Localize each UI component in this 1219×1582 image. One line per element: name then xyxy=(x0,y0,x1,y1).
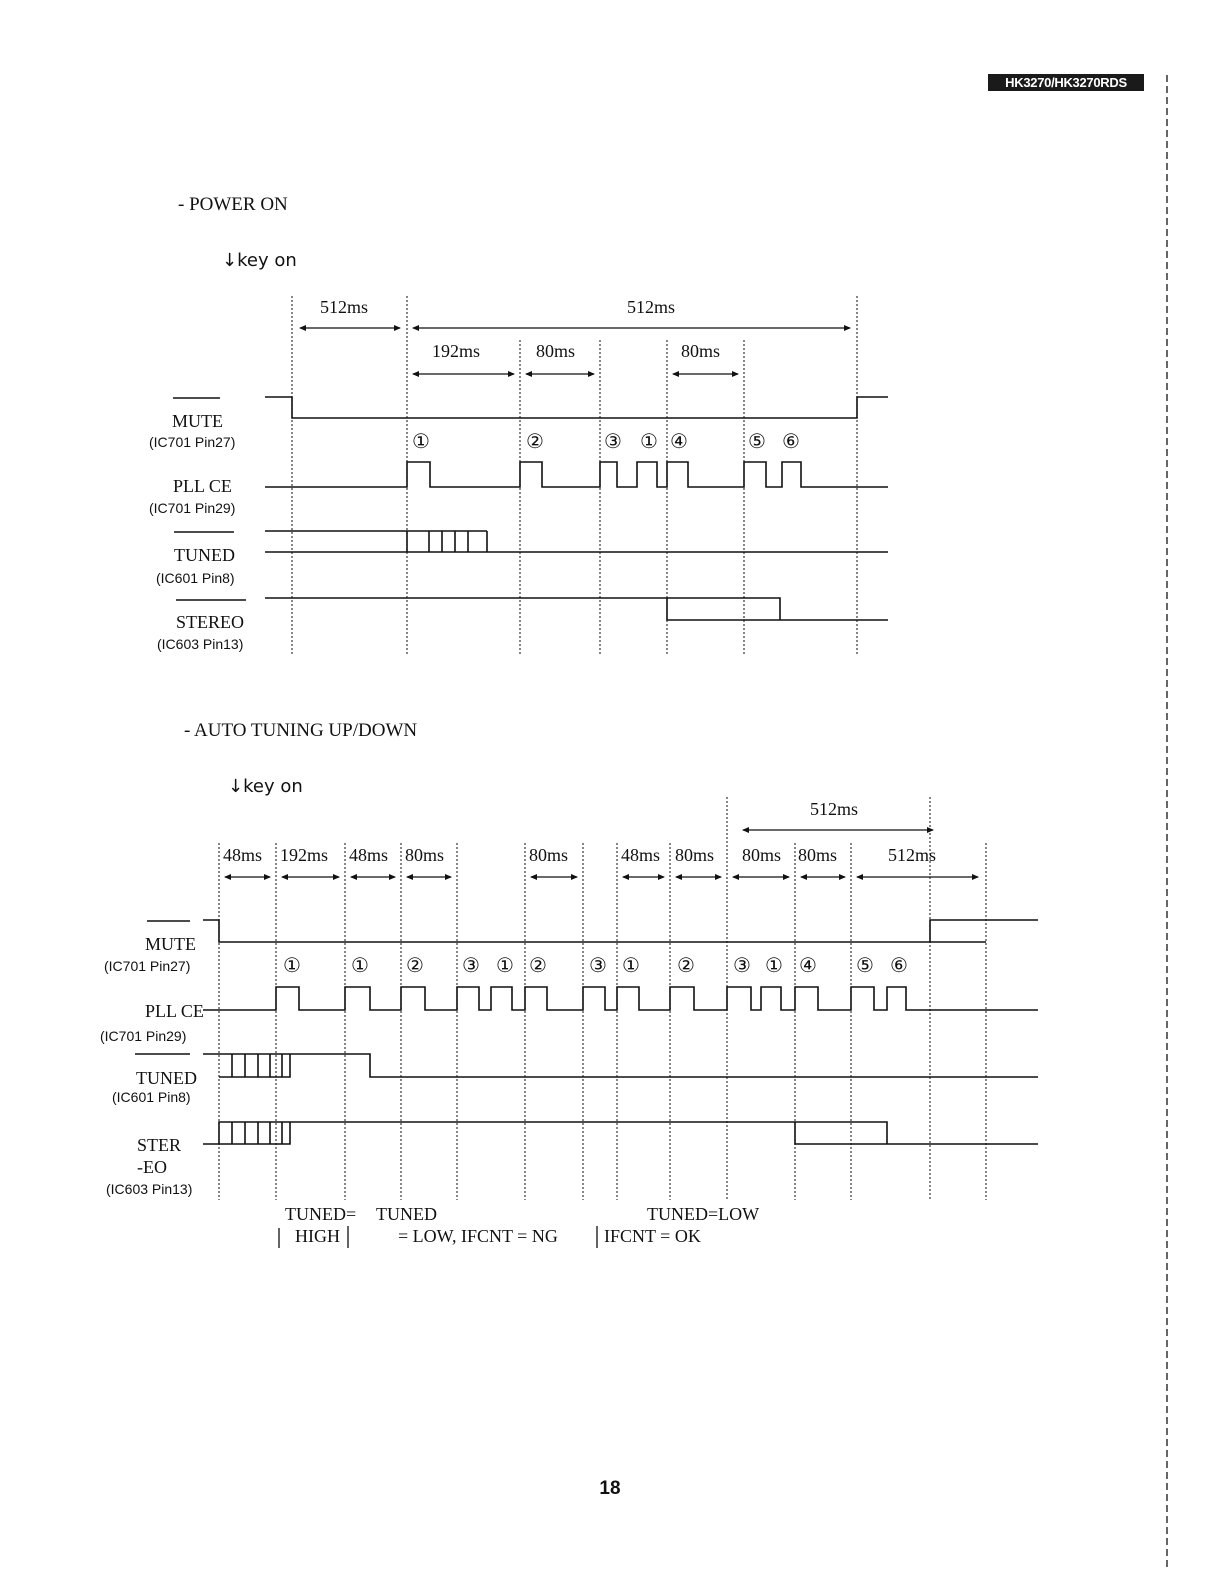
duration-label: 80ms xyxy=(675,845,715,865)
duration-label: 80ms xyxy=(536,341,576,361)
pll-ce-pin-label: (IC701 Pin29) xyxy=(149,500,236,516)
duration-label: 48ms xyxy=(349,845,389,865)
pulse-marker: ③ xyxy=(462,953,480,977)
duration-arrow xyxy=(622,874,665,880)
pulse-marker: ① xyxy=(765,953,783,977)
pulse-marker: ④ xyxy=(670,429,688,453)
tuned-pin-label: (IC601 Pin8) xyxy=(156,570,235,586)
pulse-marker: ① xyxy=(283,953,301,977)
pulse-marker: ② xyxy=(529,953,547,977)
pll-ce-pin-label: (IC701 Pin29) xyxy=(100,1028,187,1044)
duration-label: 512ms xyxy=(810,799,859,819)
pll-ce-waveform xyxy=(203,987,1038,1010)
stereo-pin-label: (IC603 Pin13) xyxy=(157,636,244,652)
model-badge: HK3270/HK3270RDS xyxy=(988,74,1144,91)
duration-label: 48ms xyxy=(621,845,661,865)
duration-arrow xyxy=(281,874,340,880)
condition-note: TUNED= xyxy=(285,1204,357,1224)
stereo-pin-label: (IC603 Pin13) xyxy=(106,1181,193,1197)
duration-arrow xyxy=(224,874,271,880)
duration-arrow xyxy=(350,874,396,880)
mute-waveform xyxy=(203,920,1038,942)
pulse-marker: ⑤ xyxy=(856,953,874,977)
condition-note: TUNED xyxy=(376,1204,437,1224)
mute-signal-name: MUTE xyxy=(172,411,223,431)
mute-pin-label: (IC701 Pin27) xyxy=(104,958,191,974)
auto-tuning-key-on-label: ↓key on xyxy=(228,776,303,797)
pulse-marker: ④ xyxy=(799,953,817,977)
duration-label: 512ms xyxy=(320,297,369,317)
pulse-marker: ③ xyxy=(604,429,622,453)
mute-signal-name: MUTE xyxy=(145,934,196,954)
pulse-marker: ① xyxy=(351,953,369,977)
condition-note: IFCNT = OK xyxy=(604,1226,701,1246)
stereo-signal-name: STEREO xyxy=(176,612,245,632)
pll-ce-signal-name: PLL CE xyxy=(173,476,232,496)
duration-label: 80ms xyxy=(405,845,445,865)
duration-label: 80ms xyxy=(742,845,782,865)
pulse-marker: ⑥ xyxy=(890,953,908,977)
page-edge-scan-artifact xyxy=(1166,75,1168,1570)
stereo-signal-name-line2: -EO xyxy=(137,1157,167,1177)
pulse-marker: ① xyxy=(412,429,430,453)
duration-label: 80ms xyxy=(529,845,569,865)
duration-arrow xyxy=(530,874,578,880)
pulse-marker: ① xyxy=(622,953,640,977)
tuned-signal-name: TUNED xyxy=(136,1068,197,1088)
pulse-marker: ③ xyxy=(733,953,751,977)
duration-label: 192ms xyxy=(432,341,481,361)
tuned-pin-label: (IC601 Pin8) xyxy=(112,1089,191,1105)
duration-arrow xyxy=(406,874,452,880)
power-on-title: - POWER ON xyxy=(178,194,288,215)
condition-note: HIGH xyxy=(295,1226,340,1246)
pulse-marker: ⑥ xyxy=(782,429,800,453)
duration-label: 512ms xyxy=(627,297,676,317)
pulse-marker: ① xyxy=(640,429,658,453)
power-on-key-on-label: ↓key on xyxy=(222,250,297,271)
duration-arrow xyxy=(732,874,790,880)
condition-note: = LOW, IFCNT = NG xyxy=(398,1226,558,1246)
tuned-signal-name: TUNED xyxy=(174,545,235,565)
page-number: 18 xyxy=(599,1478,621,1499)
duration-label: 48ms xyxy=(223,845,263,865)
duration-label: 192ms xyxy=(280,845,329,865)
pulse-marker: ③ xyxy=(589,953,607,977)
condition-note: TUNED=LOW xyxy=(647,1204,760,1224)
duration-label: 80ms xyxy=(681,341,721,361)
mute-pin-label: (IC701 Pin27) xyxy=(149,434,236,450)
pll-ce-signal-name: PLL CE xyxy=(145,1001,204,1021)
duration-label: 80ms xyxy=(798,845,838,865)
pulse-marker: ② xyxy=(406,953,424,977)
duration-arrow xyxy=(742,827,934,833)
tuned-waveform xyxy=(203,1054,1038,1077)
duration-arrow xyxy=(800,874,846,880)
pulse-marker: ① xyxy=(496,953,514,977)
pulse-marker: ⑤ xyxy=(748,429,766,453)
stereo-waveform xyxy=(203,1122,1038,1144)
stereo-signal-name: STER xyxy=(137,1135,182,1155)
duration-arrow xyxy=(675,874,722,880)
pulse-marker: ② xyxy=(526,429,544,453)
pulse-marker: ② xyxy=(677,953,695,977)
auto-tuning-title: - AUTO TUNING UP/DOWN xyxy=(184,720,418,741)
duration-label: 512ms xyxy=(888,845,937,865)
duration-arrow xyxy=(856,874,979,880)
